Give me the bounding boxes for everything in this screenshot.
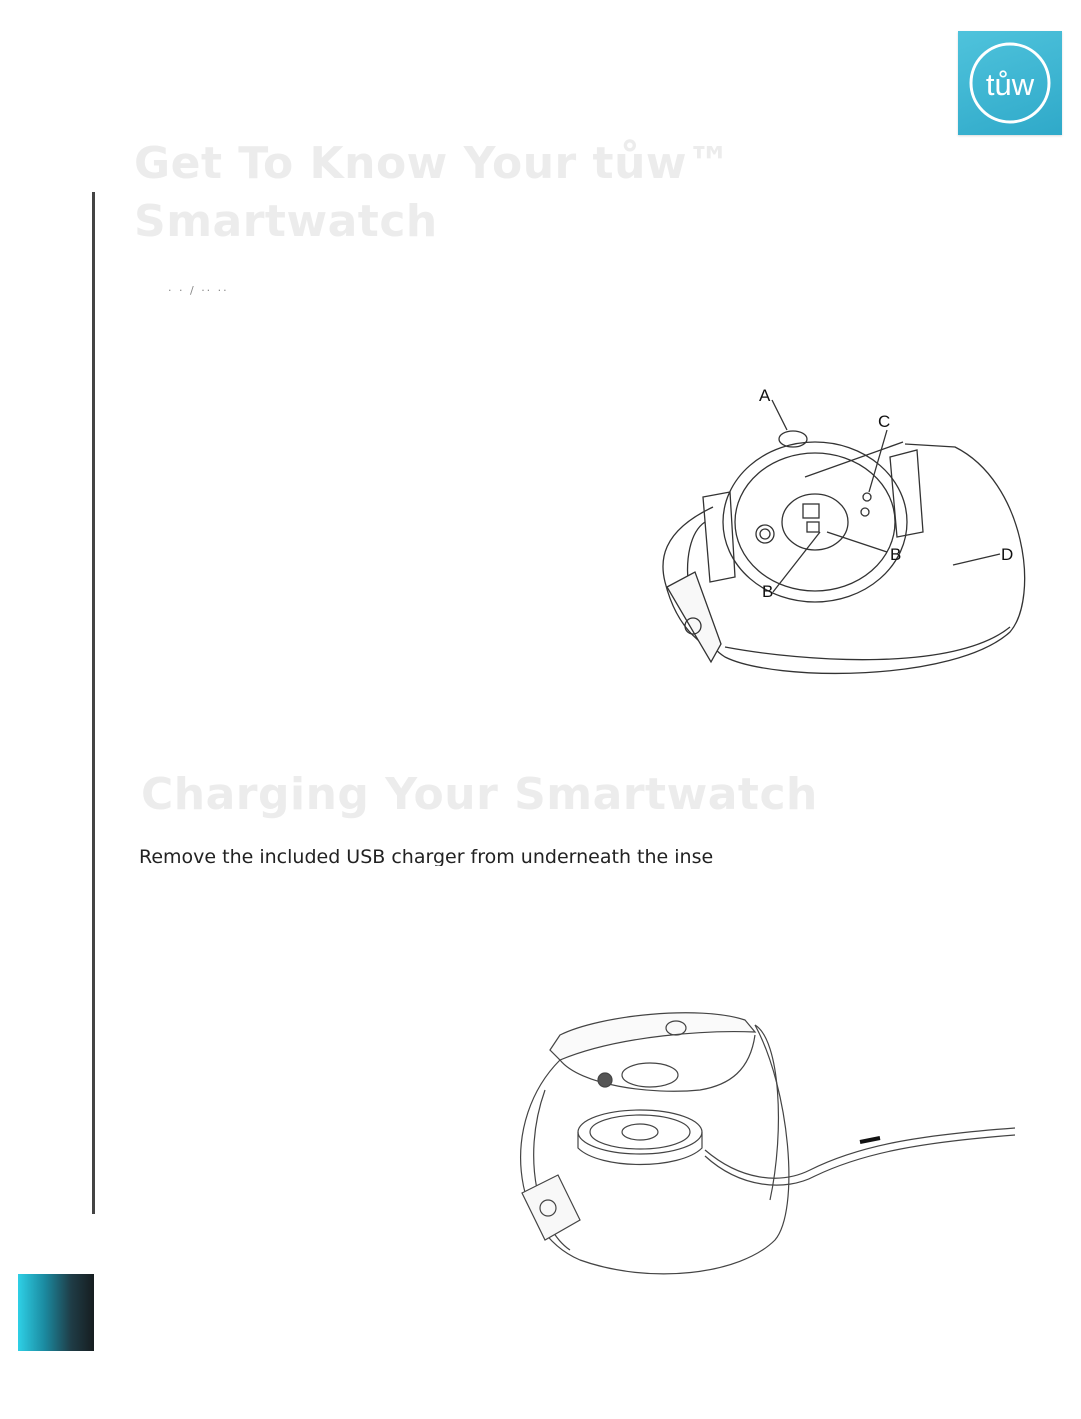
section-title-charging: Charging Your Smartwatch (141, 769, 818, 820)
callout-a: A (759, 386, 771, 405)
charging-instructions: Remove the included USB charger from underneath the inse (139, 846, 714, 866)
logo-mark-icon (958, 31, 1062, 135)
faint-artifact-text: · · / ·· ·· (168, 284, 229, 297)
callout-d: D (1001, 545, 1014, 564)
watch-back-diagram (655, 382, 1035, 682)
callout-b-right: B (890, 545, 902, 564)
watch-charging-diagram (500, 1010, 1020, 1280)
logo-text: tůw (985, 67, 1035, 102)
title-line-2: Smartwatch (134, 196, 438, 247)
title-line-1: Get To Know Your tůw™ (134, 138, 732, 189)
brand-logo (958, 31, 1062, 135)
callout-c: C (878, 412, 891, 431)
callout-b-left: B (762, 582, 774, 601)
page-corner-accent (18, 1274, 94, 1351)
section-title-get-to-know (134, 135, 774, 251)
left-margin-rule (92, 192, 95, 1214)
